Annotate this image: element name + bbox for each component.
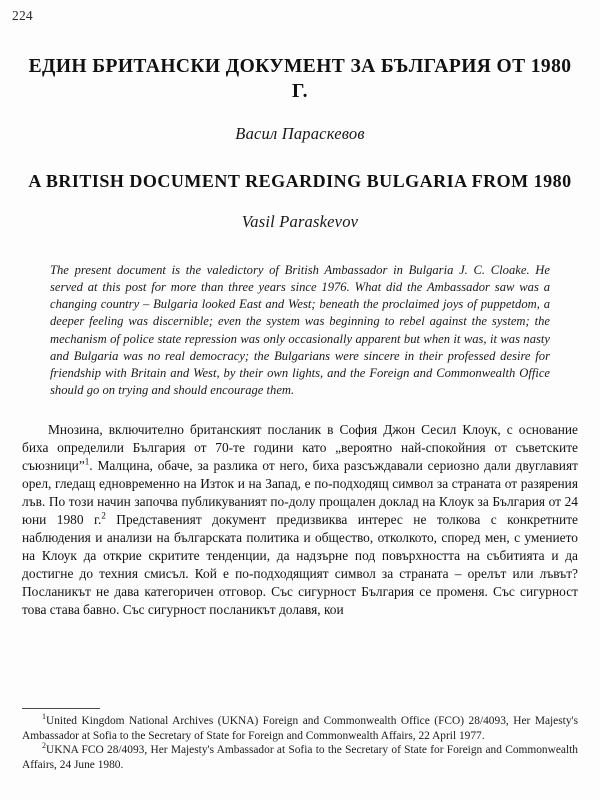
footnote-number: 2	[42, 741, 46, 751]
footnote-item	[22, 743, 578, 772]
footnote-separator-rule	[22, 708, 100, 709]
article-abstract: The present document is the valedictory of British Ambassador in Bulgaria J. C. Cloake. He served at this post for more than three years since 1976. What did the Ambassador saw was a changing country – Bulgaria looked East and West; beneath the proclaimed joys of puppetdom, a deeper feeling was discernible; even the system was beginning to rebel against the system; the mechanism of police state repression was only occasionally apparent but when it was, it was nasty and Bulgaria was no real democracy; the Bulgarians were sincere in their professed desire for friendship with Britain and West, by their own lights, and the Foreign and Commonwealth Office should go on trying and should encourage them.	[50, 263, 550, 397]
article-title-bulgarian: ЕДИН БРИТАНСКИ ДОКУМЕНТ ЗА БЪЛГАРИЯ ОТ 1980 Г.	[28, 56, 572, 102]
footnote-number: 1	[42, 712, 46, 722]
footnote-reference-2[interactable]: 2	[101, 510, 106, 521]
body-segment-3: Представеният документ предизвиква интерес не толкова с конкретните наблюдения и анализи на българската политика и общество, отколкото, според мен, с умението на Клоук да открие скритите тенденции, да надзърне под повърхността на събитията и да достигне до техния смисъл. Кой е по-подходящият символ за страната – орелът или лъвът? Посланикът не дава категоричен отговор. Със сигурност България се променя. Със сигурност това става бавно. Със сигурност посланикът долавя, кои	[22, 511, 578, 618]
page-number: 224	[12, 8, 33, 23]
footnote-text: UKNA FCO 28/4093, Her Majesty's Ambassador at Sofia to the Secretary of State for Foreign and Commonwealth Affairs, 24 June 1980.	[22, 744, 578, 771]
body-segment-1: Мнозина, включително британският посланик в София Джон Сесил Клоук, с основание биха определили България от 70-те години като „вероятно най-спокойния от съветските съюзници”	[22, 421, 578, 473]
body-segment-2: . Малцина, обаче, за разлика от него, биха разсъждавали сериозно дали двуглавият орел, гледащ едновременно на Изток и на Запад, е по-подходящ символ за страната от разярения лъв. По този начин започва публикуваният по-долу прощален доклад на Клоук за България от 24 юни 1980 г.	[22, 457, 578, 527]
footnote-text: United Kingdom National Archives (UKNA) Foreign and Commonwealth Office (FCO) 28/4093, Her Majesty's Ambassador at Sofia to the Secretary of State for Foreign and Commonwealth Affairs, 22 April 1977.	[22, 715, 578, 742]
footnote-reference-1[interactable]: 1	[84, 456, 90, 467]
article-body-paragraph	[22, 421, 578, 619]
article-author-english: Vasil Paraskevov	[241, 212, 359, 232]
footnote-area	[22, 708, 578, 773]
footnote-item	[22, 714, 578, 743]
article-author-bulgarian: Васил Параскевов	[235, 123, 365, 143]
article-content	[22, 55, 578, 619]
article-title-english: A BRITISH DOCUMENT REGARDING BULGARIA FROM 1980	[28, 170, 572, 191]
